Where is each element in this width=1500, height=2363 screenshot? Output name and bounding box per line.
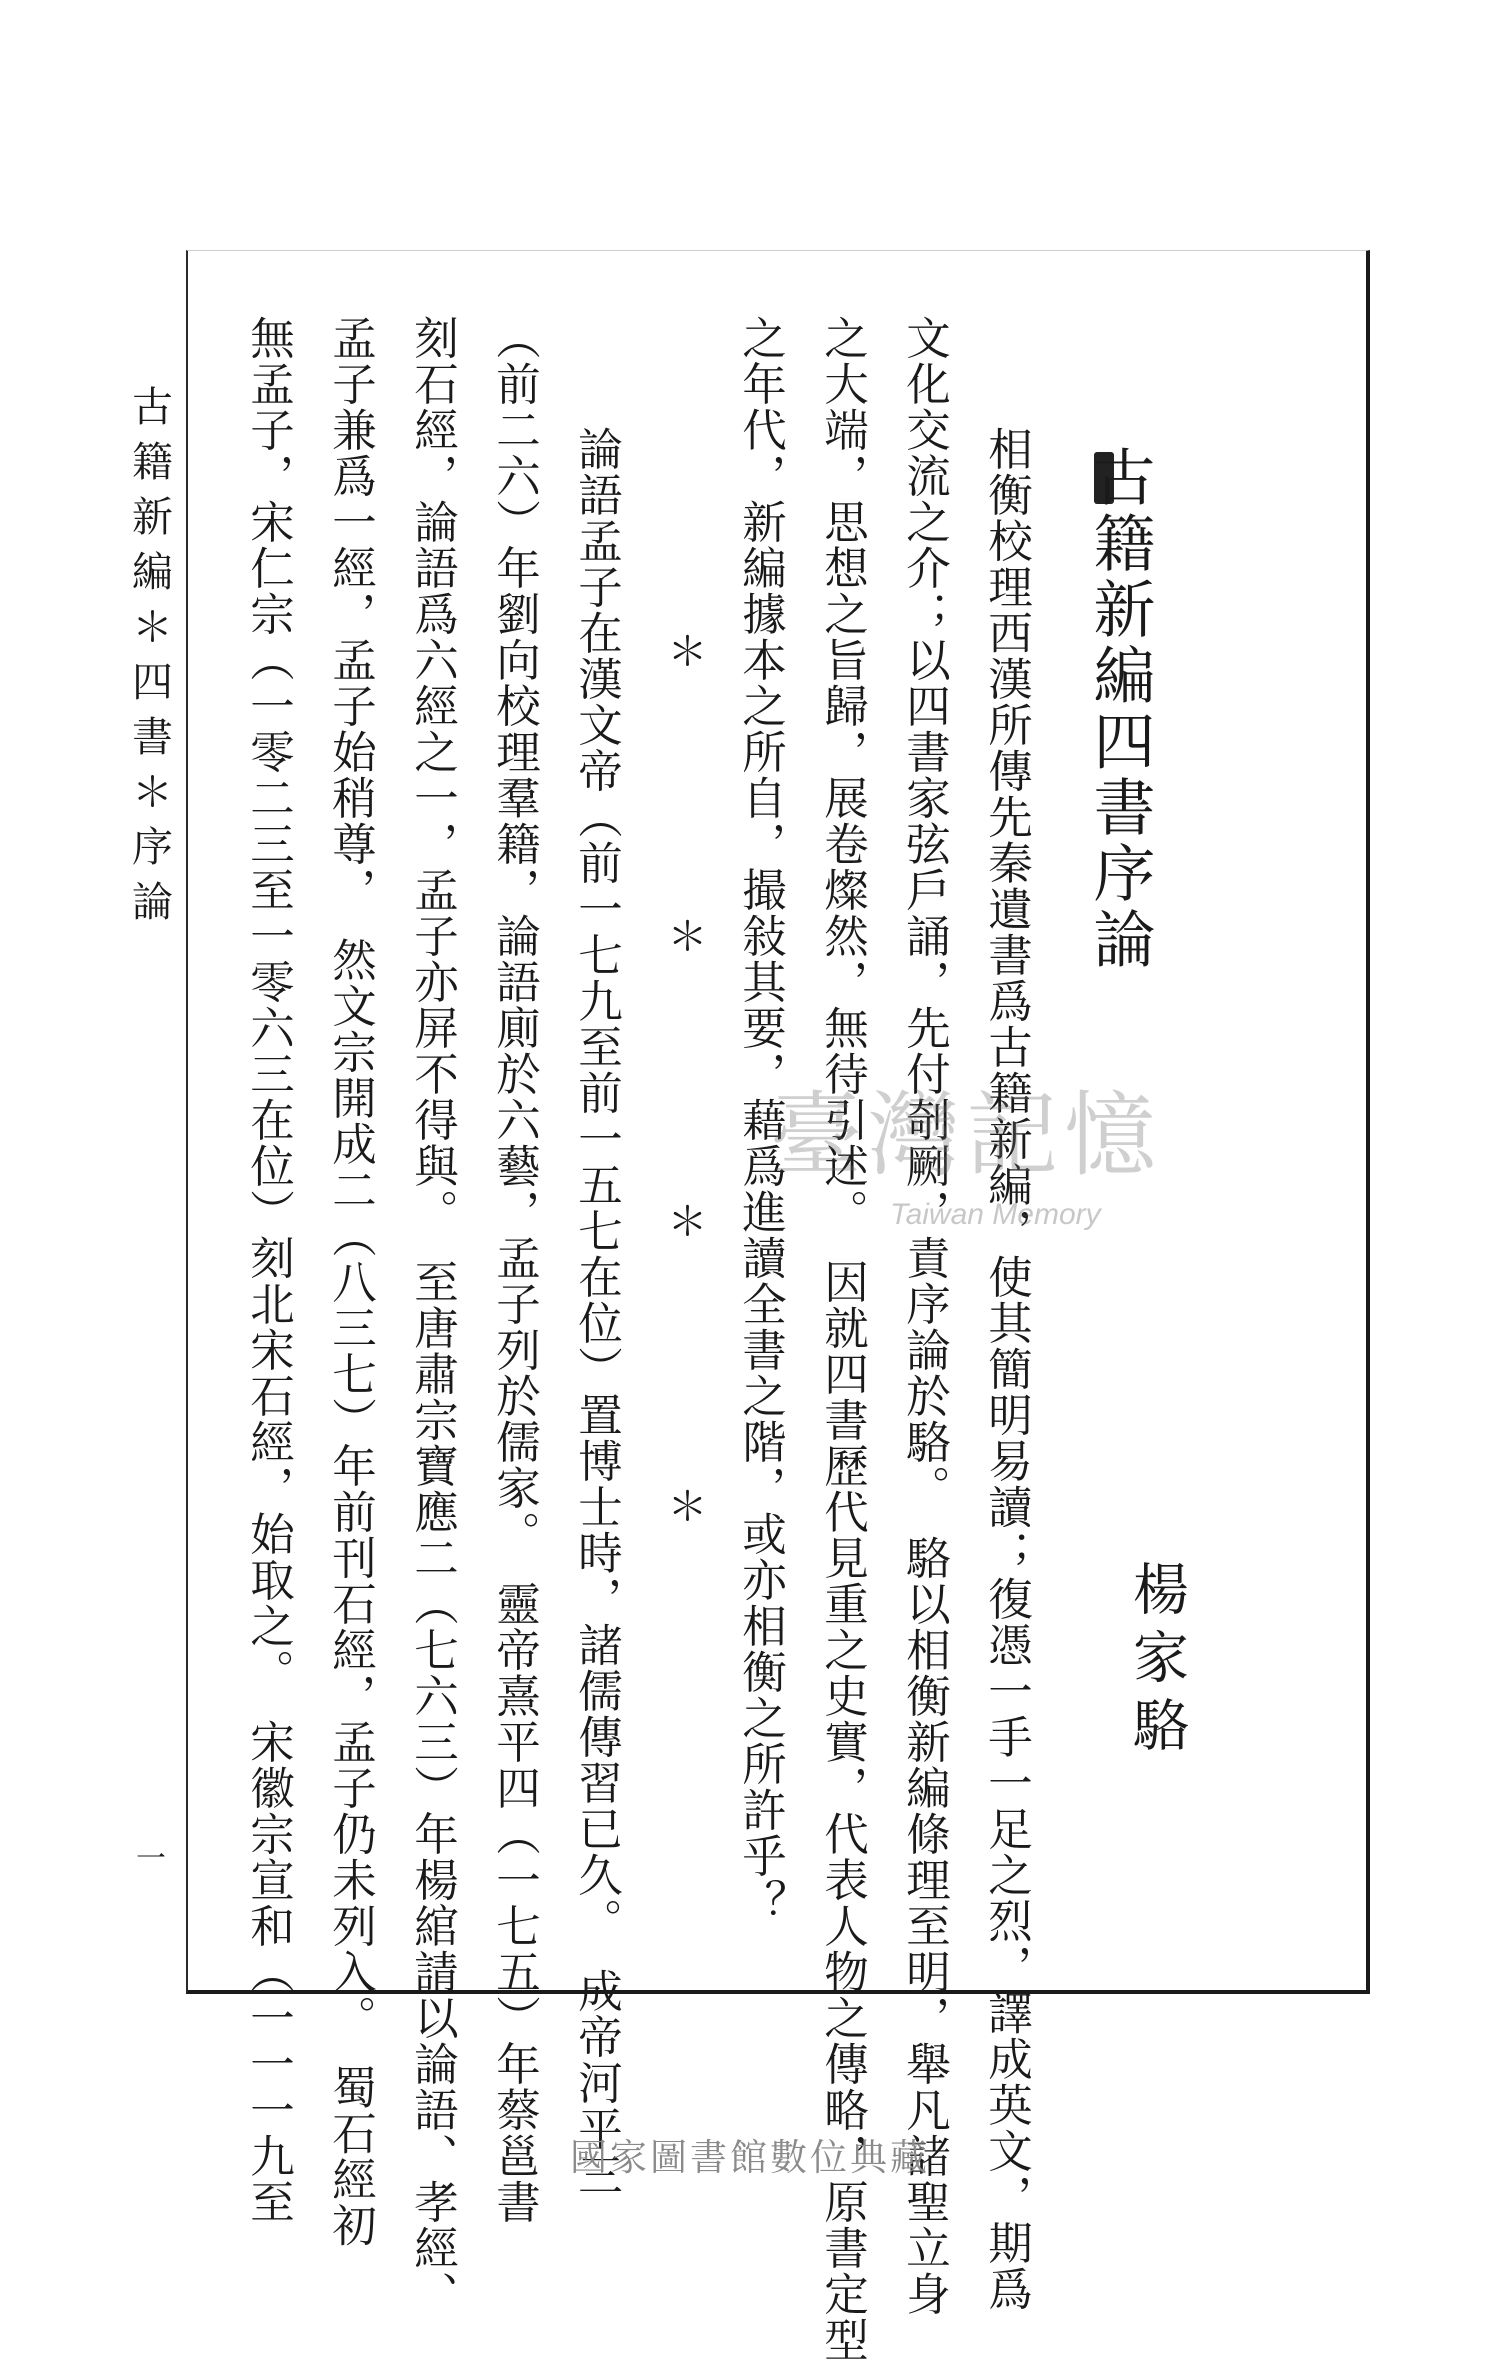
text-column-2: 文化交流之介；以四書家弦戶誦，先付剞劂，責序論於駱。 駱以相衡新編條理至明，舉凡諸聖立身	[898, 315, 950, 2317]
page-number: 一	[130, 1842, 165, 1872]
text-column-8: 孟子兼爲一經，孟子始稍尊， 然文宗開成二（八三七）年前刊石經，孟子仍未列入。 蜀石經初	[324, 315, 376, 2249]
text-column-1: 相衡校理西漢所傳先秦遺書爲古籍新編，使其簡明易讀；復憑一手一足之烈，譯成英文，期爲	[980, 380, 1032, 2312]
text-column-5: 論語孟子在漢文帝（前一七九至前一五七在位）置博士時，諸儒傳習已久。 成帝河平三	[570, 380, 622, 2198]
margin-book-title: 古籍新編＊四書＊序論	[125, 385, 173, 935]
watermark-chinese: 臺灣記憶	[770, 1082, 1163, 1189]
separator-star: ＊	[661, 1485, 707, 1525]
text-column-6: （前二六）年劉向校理羣籍，論語廁於六藝，孟子列於儒家。 靈帝熹平四（一七五）年蔡邕書	[488, 315, 540, 2225]
author-name: 楊家駱	[1124, 1560, 1189, 1764]
footer-credit: 國家圖書館數位典藏	[570, 2136, 930, 2179]
page-title: 古籍新編四書序論	[1083, 445, 1156, 973]
watermark-english: Taiwan Memory	[890, 1198, 1101, 1231]
separator-star: ＊	[661, 630, 707, 670]
text-column-7: 刻石經，論語爲六經之一，孟子亦屏不得與。 至唐肅宗寶應二（七六三）年楊綰請以論語、孝經、	[406, 315, 458, 2317]
separator-star: ＊	[661, 1200, 707, 1240]
separator-star: ＊	[661, 915, 707, 955]
text-column-4: 之年代，新編據本之所自，撮敍其要，藉爲進讀全書之階，或亦相衡之所許乎？	[734, 315, 786, 1925]
text-column-3: 之大端，思想之旨歸，展卷燦然，無待引述。 因就四書歷代見重之史實，代表人物之傳略，原書定型	[816, 315, 868, 2363]
text-column-9: 無孟子，宋仁宗（一零二三至一零六三在位）刻北宋石經，始取之。 宋徽宗宣和（一一一九至	[242, 315, 294, 2225]
